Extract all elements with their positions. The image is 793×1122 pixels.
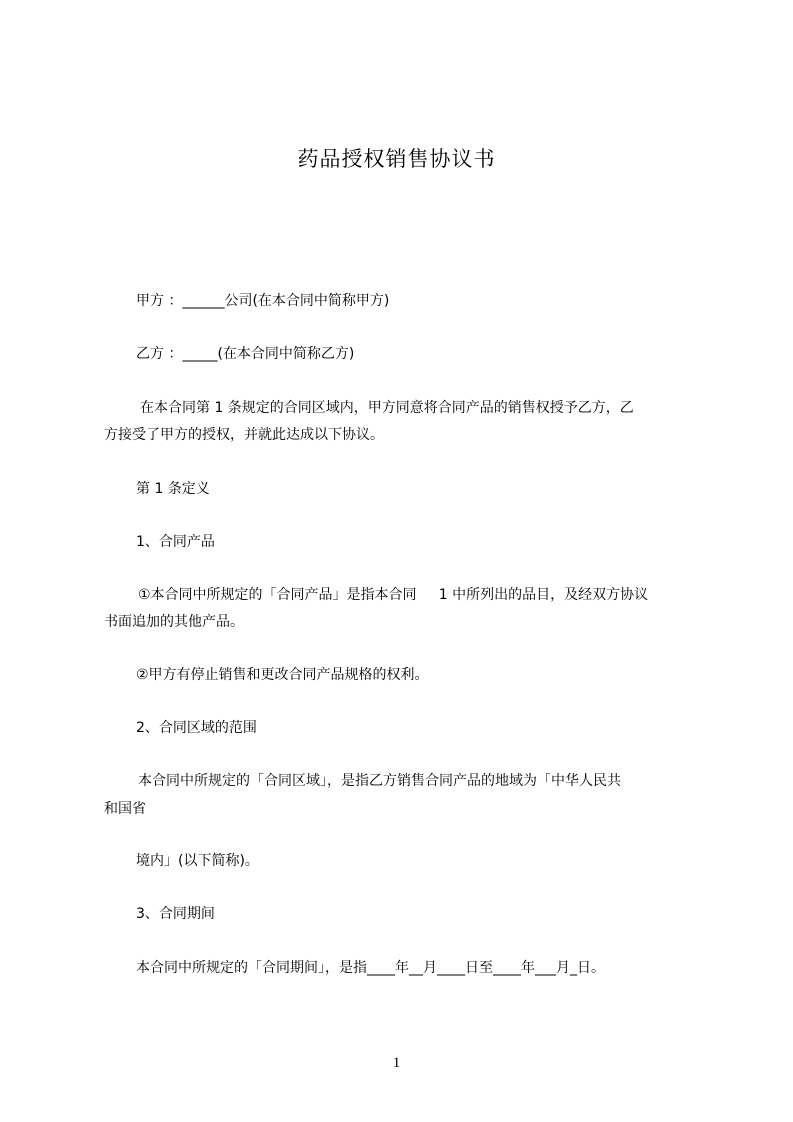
party-a-line: 甲方 ：______公司(在本合同中简称甲方)	[136, 293, 390, 309]
item-2-line: ②甲方有停止销售和更改合同产品规格的权利。	[136, 667, 429, 683]
region-paragraph-line-3: 境内」(以下简称)。	[136, 853, 259, 869]
page-number: 1	[392, 1055, 401, 1071]
article-1-heading: 第 1 条定义	[136, 481, 210, 497]
intro-paragraph-line-1: 在本合同第 1 条规定的合同区域内，甲方同意将合同产品的销售权授予乙方，乙	[140, 400, 634, 416]
item-1-line-2: 书面追加的其他产品。	[104, 614, 244, 630]
item-1-line-1: ①本合同中所规定的「合同产品」是指本合同 1 中所列出的品目，及经双方协议	[138, 587, 649, 603]
section-3-heading: 3、合同期间	[136, 906, 215, 922]
section-2-heading: 2、合同区域的范围	[136, 720, 257, 736]
party-b-line: 乙方 ：_____(在本合同中简称乙方)	[136, 346, 355, 362]
region-paragraph-line-1: 本合同中所规定的「合同区域」，是指乙方销售合同产品的地域为「中华人民共	[138, 773, 621, 789]
intro-paragraph-line-2: 方接受了甲方的授权，并就此达成以下协议。	[104, 427, 384, 443]
region-paragraph-line-2: 和国省	[104, 801, 146, 817]
document-title: 药品授权销售协议书	[297, 147, 496, 171]
period-paragraph: 本合同中所规定的「合同期间」，是指____年__月____日至____年___月_日。	[136, 960, 605, 976]
section-1-heading: 1、合同产品	[136, 534, 215, 550]
